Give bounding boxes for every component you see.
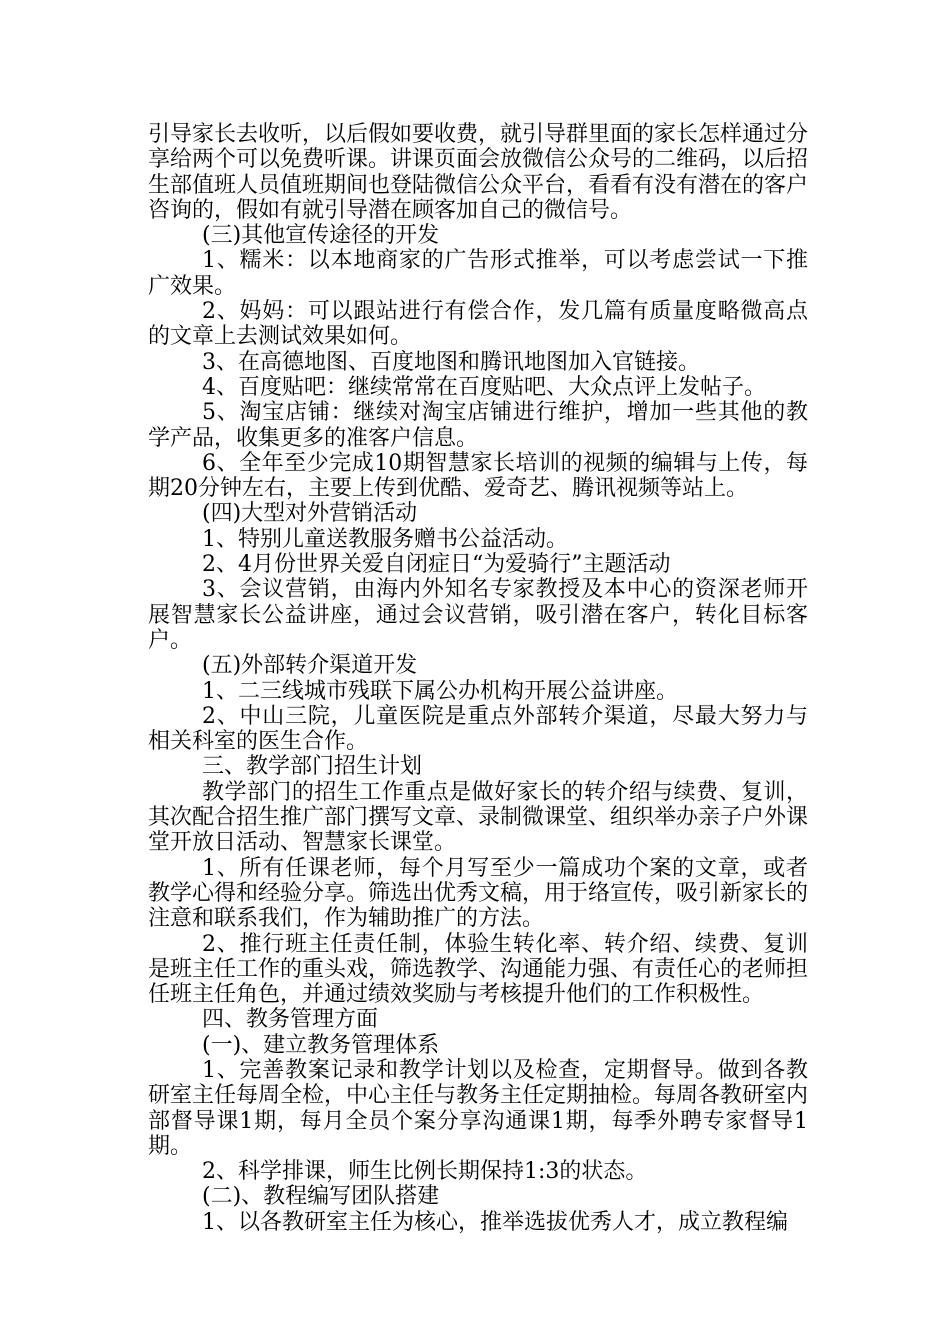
subheading-other-promotion: (三)其他宣传途径的开发 (202, 223, 440, 249)
paragraph-item: 1、糯米：以本地商家的广告形式推举，可以考虑尝试一下推广效果。 (148, 248, 808, 299)
section-heading-teaching-plan: 三、教学部门招生计划 (202, 754, 423, 780)
subheading-curriculum-team: (二)、教程编写团队搭建 (202, 1184, 440, 1210)
paragraph-item: 2、4月份世界关爱自闭症日“为爱骑行”主题活动 (202, 552, 671, 578)
paragraph-item: 6、全年至少完成10期智慧家长培训的视频的编辑与上传，每期20分钟左右，主要上传到优酷、爱奇艺、腾讯视频等站上。 (148, 450, 808, 502)
subheading-management-system: (一)、建立教务管理体系 (202, 1032, 440, 1058)
paragraph-item: 1、以各教研室主任为核心，推举选拔优秀人才，成立教程编 (202, 1209, 788, 1235)
paragraph-item: 2、科学排课，师生比例长期保持1:3的状态。 (202, 1159, 648, 1185)
paragraph-item: 2、推行班主任责任制，体验生转化率、转介绍、续费、复训是班主任工作的重头戏，筛选教学、沟通能力强、有责任心的老师担任班主任角色，并通过绩效奖励与考核提升他们的工作积极性。 (148, 931, 809, 1008)
paragraph-item: 5、淘宝店铺：继续对淘宝店铺进行维护，增加一些其他的教学产品，收集更多的准客户信息。 (148, 400, 808, 451)
subheading-marketing-events: (四)大型对外营销活动 (202, 501, 418, 527)
document-body (148, 122, 808, 1235)
paragraph-item: 3、在高德地图、百度地图和腾讯地图加入官链接。 (202, 349, 700, 375)
paragraph-item: 1、特别儿童送教服务赠书公益活动。 (202, 526, 568, 552)
paragraph-item: 3、会议营销，由海内外知名专家教授及本中心的资深老师开展智慧家长公益讲座，通过会议营销，吸引潜在客户，转化目标客户。 (148, 577, 808, 653)
paragraph-item: 4、百度贴吧：继续常常在百度贴吧、大众点评上发帖子。 (202, 374, 766, 400)
paragraph-item: 1、二三线城市残联下属公办机构开展公益讲座。 (202, 678, 678, 704)
subheading-referral-channels: (五)外部转介渠道开发 (202, 653, 418, 679)
section-heading-academic-affairs: 四、教务管理方面 (202, 1007, 379, 1033)
paragraph-item: 1、完善教案记录和教学计划以及检查，定期督导。做到各教研室主任每周全检，中心主任与教务主任定期抽检。每周各教研室内部督导课1期，每月全员个案分享沟通课1期，每季外聘专家督导1期。 (148, 1057, 809, 1159)
paragraph-item: 2、妈妈：可以跟站进行有偿合作，发几篇有质量度略微高点的文章上去测试效果如何。 (148, 299, 808, 350)
paragraph-continuation: 引导家长去收听，以后假如要收费，就引导群里面的家长怎样通过分享给两个可以免费听课。讲课页面会放微信公众号的二维码，以后招生部值班人员值班期间也登陆微信公众平台，看看有没有潜在的客户咨询的，假如有就引导潜在顾客加自己的微信号。 (148, 122, 809, 223)
paragraph-item: 1、所有任课老师，每个月写至少一篇成功个案的文章，或者教学心得和经验分享。筛选出优秀文稿，用于络宣传，吸引新家长的注意和联系我们，作为辅助推广的方法。 (148, 855, 809, 932)
paragraph-body: 教学部门的招生工作重点是做好家长的转介绍与续费、复训，其次配合招生推广部门撰写文章、录制微课堂、组织举办亲子户外课堂开放日活动、智慧家长课堂。 (148, 779, 809, 856)
paragraph-item: 2、中山三院，儿童医院是重点外部转介渠道，尽最大努力与相关科室的医生合作。 (148, 703, 808, 755)
